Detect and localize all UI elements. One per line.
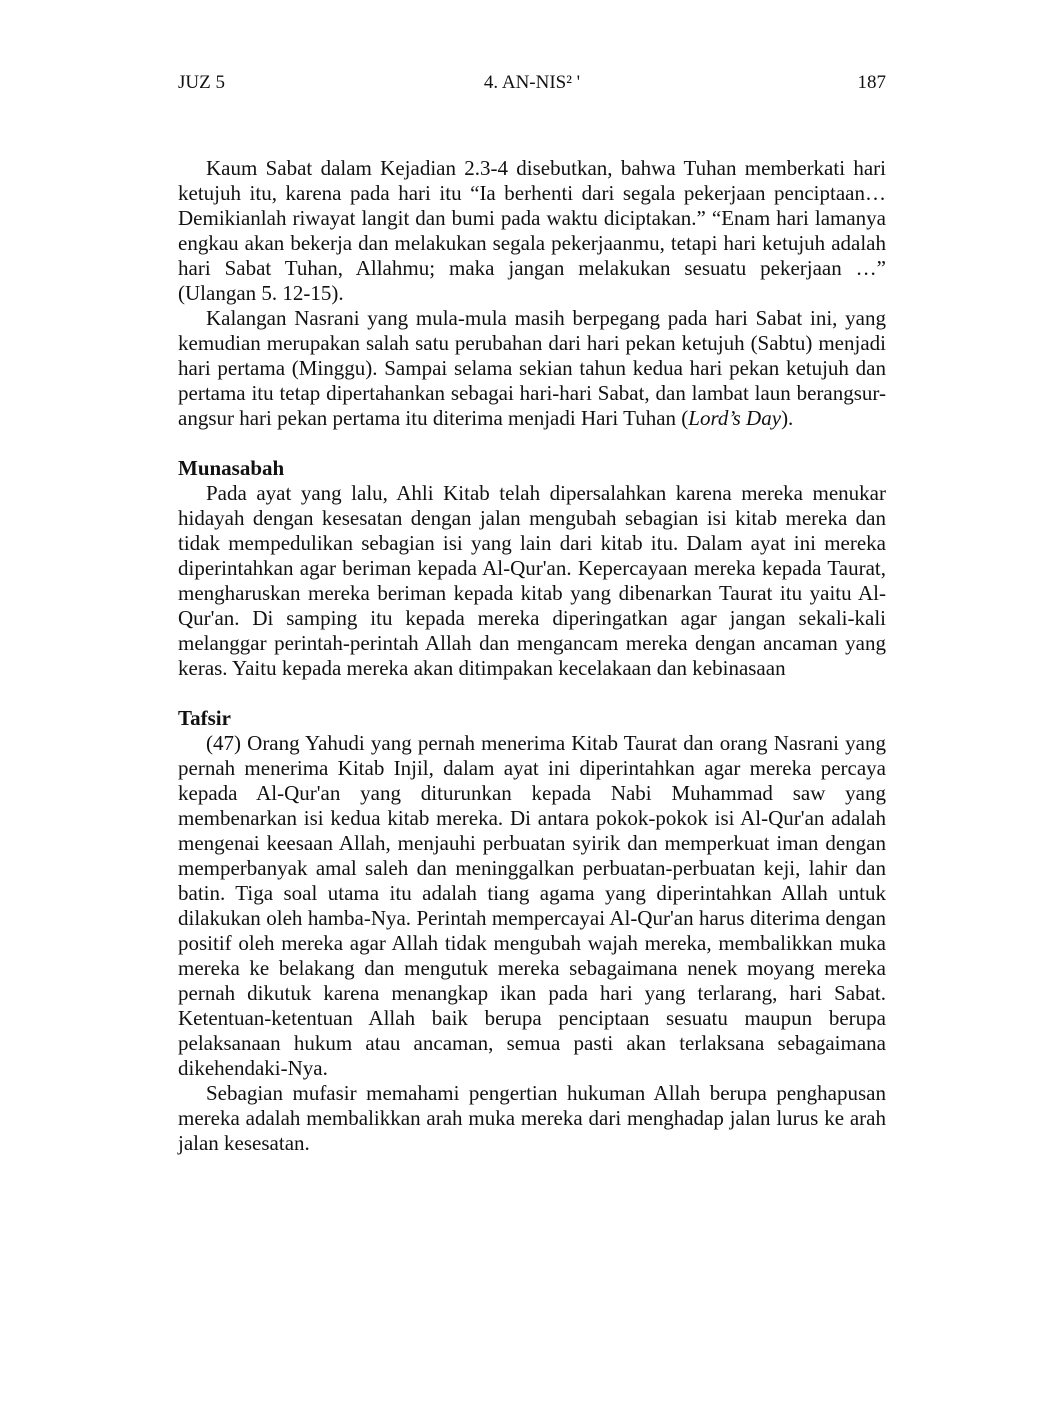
surah-title: 4. AN-NIS² ' (483, 72, 581, 93)
heading-tafsir: Tafsir (178, 706, 231, 730)
paragraph-mufasir: Sebagian mufasir memahami pengertian hukuman Allah berupa penghapusan mereka adalah membalikkan arah muka mereka dari menghadap jalan lurus ke arah jalan kesesatan. (178, 1081, 886, 1155)
paragraph-nasrani-end: ). (781, 406, 794, 430)
juz-label: JUZ 5 (178, 72, 225, 93)
paragraph-nasrani-text: Kalangan Nasrani yang mula-mula masih berpegang pada hari Sabat ini, yang kemudian merupakan salah satu perubahan dari hari pekan ketujuh (Sabtu) menjadi hari pertama (Minggu). Sampai selama sekian tahun kedua hari pekan ketujuh dan pertama itu tetap dipertahankan sebagai hari-hari Sabat, dan lambat laun berangsur-angsur hari pekan pertama itu diterima menjadi Hari Tuhan ( (178, 306, 886, 430)
page-number: 187 (857, 72, 886, 93)
page-body (178, 156, 886, 1156)
paragraph-munasabah: Pada ayat yang lalu, Ahli Kitab telah dipersalahkan karena mereka menukar hidayah dengan kesesatan dengan jalan mengubah sebagian isi kitab mereka dan tidak mempedulikan sebagian isi yang lain dari kitab itu. Dalam ayat ini mereka diperintahkan agar beriman kepada Al-Qur'an. Kepercayaan mereka kepada Taurat, mengharuskan mereka beriman kepada kitab yang dibenarkan Taurat itu yaitu Al-Qur'an. Di samping itu kepada mereka diperingatkan agar jangan sekali-kali melanggar perintah-perintah Allah dan mengancam mereka dengan ancaman yang keras. Yaitu kepada mereka akan ditimpakan kecelakaan dan kebinasaan (178, 481, 886, 680)
paragraph-sabat: Kaum Sabat dalam Kejadian 2.3-4 disebutkan, bahwa Tuhan memberkati hari ketujuh itu, karena pada hari itu “Ia berhenti dari segala pekerjaan penciptaan… Demikianlah riwayat langit dan bumi pada waktu diciptakan.” “Enam hari lamanya engkau akan bekerja dan melakukan segala pekerjaanmu, tetapi hari ketujuh adalah hari Sabat Tuhan, Allahmu; maka jangan melakukan sesuatu pekerjaan …” (Ulangan 5. 12-15). (178, 156, 886, 305)
lords-day-italic: Lord’s Day (688, 406, 782, 430)
paragraph-nasrani (178, 306, 886, 431)
paragraph-tafsir-47: (47) Orang Yahudi yang pernah menerima Kitab Taurat dan orang Nasrani yang pernah menerima Kitab Injil, dalam ayat ini diperintahkan agar mereka percaya kepada Al-Qur'an yang diturunkan kepada Nabi Muhammad saw yang membenarkan isi kedua kitab mereka. Di antara pokok-pokok isi Al-Qur'an adalah mengenai keesaan Allah, menjauhi perbuatan syirik dan memperkuat iman dengan memperbanyak amal saleh dan meninggalkan perbuatan-perbuatan keji, lahir dan batin. Tiga soal utama itu adalah tiang agama yang diperintahkan Allah untuk dilakukan oleh hamba-Nya. Perintah mempercayai Al-Qur'an harus diterima dengan positif oleh mereka agar Allah tidak mengubah wajah mereka, membalikkan muka mereka ke belakang dan mengutuk mereka sebagaimana nenek moyang mereka pernah dikutuk karena menangkap ikan pada hari yang terlarang, hari Sabat. Ketentuan-ketentuan Allah baik berupa penciptaan sesuatu maupun berupa pelaksanaan hukum atau ancaman, semua pasti akan terlaksana sebagaimana dikehendaki-Nya. (178, 731, 886, 1080)
running-header (178, 72, 886, 100)
heading-munasabah: Munasabah (178, 456, 285, 480)
